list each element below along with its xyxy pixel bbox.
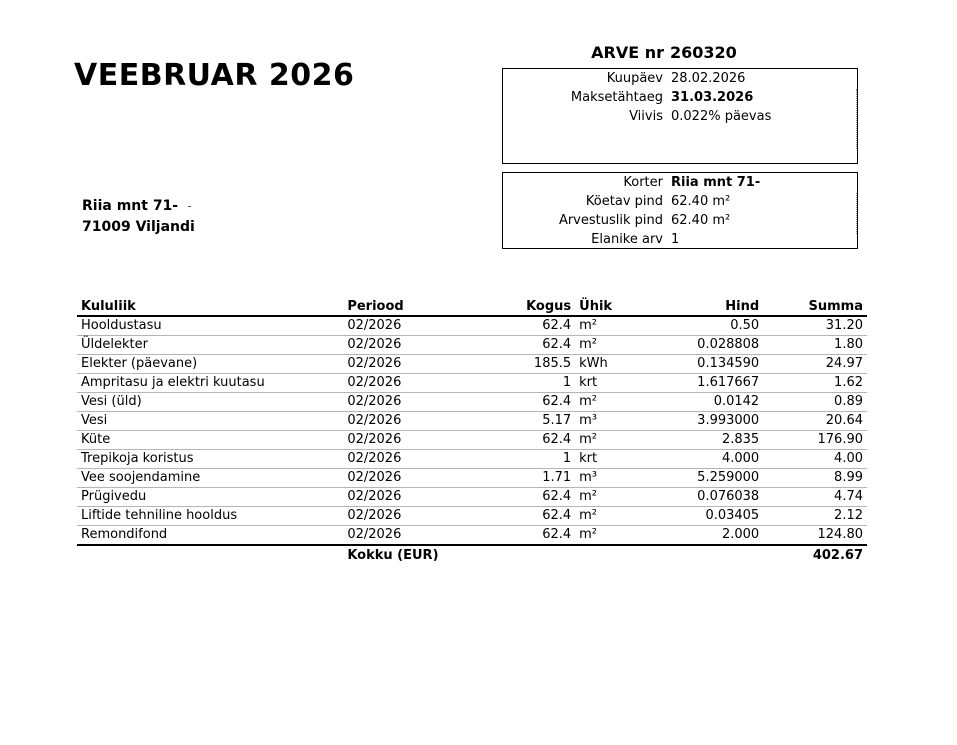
address-line-1 (82, 196, 195, 217)
residents-label: Elanike arv (591, 232, 663, 247)
due-date-row (503, 88, 857, 107)
table-row (77, 336, 867, 355)
residents-row (503, 230, 857, 249)
address-line-2: 71009 Viljandi (82, 219, 195, 235)
recipient-address (82, 196, 195, 238)
table-row (77, 507, 867, 526)
cell-sum: 4.00 (763, 450, 867, 469)
table-header-row (77, 298, 867, 316)
total-label: Kokku (EUR) (347, 548, 439, 563)
table-row (77, 412, 867, 431)
cell-unit: m² (575, 526, 635, 546)
cell-price: 0.076038 (635, 488, 763, 507)
cell-qty: 62.4 (496, 488, 575, 507)
cell-period: 02/2026 (343, 507, 496, 526)
cell-period: 02/2026 (343, 431, 496, 450)
cell-qty: 62.4 (496, 316, 575, 336)
heated-area-row (503, 192, 857, 211)
table-row (77, 316, 867, 336)
billing-area-value: 62.40 m² (671, 213, 731, 228)
cell-period: 02/2026 (343, 374, 496, 393)
header-unit: Ühik (575, 298, 635, 316)
cell-price: 0.028808 (635, 336, 763, 355)
charges-table (77, 298, 867, 566)
cell-unit: m³ (575, 469, 635, 488)
cell-name: Küte (77, 431, 343, 450)
due-date-label: Maksetähtaeg (570, 90, 663, 105)
cell-unit: m² (575, 488, 635, 507)
cell-price: 3.993000 (635, 412, 763, 431)
cell-name: Ampritasu ja elektri kuutasu (77, 374, 343, 393)
cell-qty: 62.4 (496, 393, 575, 412)
header-name: Kululiik (77, 298, 343, 316)
cell-sum: 1.62 (763, 374, 867, 393)
cell-qty: 62.4 (496, 526, 575, 546)
apartment-info-box (502, 172, 858, 249)
cell-sum: 31.20 (763, 316, 867, 336)
issue-date-row (503, 69, 857, 88)
heated-area-value: 62.40 m² (671, 194, 731, 209)
cell-qty: 62.4 (496, 336, 575, 355)
penalty-value: 0.022% päevas (671, 109, 772, 124)
cell-sum: 0.89 (763, 393, 867, 412)
due-date-value: 31.03.2026 (671, 90, 754, 105)
cell-price: 2.835 (635, 431, 763, 450)
cell-unit: m² (575, 336, 635, 355)
address-street: Riia mnt 71- (82, 198, 179, 214)
cell-sum: 24.97 (763, 355, 867, 374)
total-row (77, 545, 867, 566)
billing-area-row (503, 211, 857, 230)
invoice-number-label: ARVE nr (591, 43, 664, 62)
apartment-row (503, 173, 857, 192)
apartment-value: Riia mnt 71- (671, 175, 761, 190)
apartment-label: Korter (623, 175, 663, 190)
cell-sum: 20.64 (763, 412, 867, 431)
heated-area-label: Köetav pind (585, 194, 663, 209)
cell-unit: m² (575, 393, 635, 412)
invoice-title: VEEBRUAR 2026 (74, 58, 355, 93)
cell-unit: m² (575, 316, 635, 336)
cell-period: 02/2026 (343, 450, 496, 469)
cell-period: 02/2026 (343, 412, 496, 431)
cell-qty: 1 (496, 450, 575, 469)
cell-period: 02/2026 (343, 526, 496, 546)
cell-sum: 1.80 (763, 336, 867, 355)
cell-period: 02/2026 (343, 336, 496, 355)
cell-name: Üldelekter (77, 336, 343, 355)
cell-name: Trepikoja koristus (77, 450, 343, 469)
invoice-number-value: 260320 (670, 43, 737, 62)
cell-period: 02/2026 (343, 355, 496, 374)
table-row (77, 355, 867, 374)
cell-unit: kWh (575, 355, 635, 374)
penalty-row (503, 107, 857, 126)
cell-name: Vesi (üld) (77, 393, 343, 412)
table-row (77, 450, 867, 469)
cell-sum: 4.74 (763, 488, 867, 507)
residents-value: 1 (671, 232, 680, 247)
header-qty: Kogus (496, 298, 575, 316)
cell-unit: krt (575, 450, 635, 469)
cell-price: 5.259000 (635, 469, 763, 488)
invoice-number (560, 42, 760, 64)
cell-price: 0.0142 (635, 393, 763, 412)
penalty-label: Viivis (629, 109, 663, 124)
header-price: Hind (635, 298, 763, 316)
cell-qty: 1.71 (496, 469, 575, 488)
cell-price: 0.03405 (635, 507, 763, 526)
cell-name: Hooldustasu (77, 316, 343, 336)
cell-qty: 5.17 (496, 412, 575, 431)
cell-name: Prügivedu (77, 488, 343, 507)
table-row (77, 469, 867, 488)
header-period: Periood (343, 298, 496, 316)
cell-sum: 124.80 (763, 526, 867, 546)
cell-price: 2.000 (635, 526, 763, 546)
header-sum: Summa (763, 298, 867, 316)
cell-qty: 62.4 (496, 507, 575, 526)
cell-unit: m² (575, 507, 635, 526)
cell-sum: 176.90 (763, 431, 867, 450)
cell-price: 1.617667 (635, 374, 763, 393)
billing-area-label: Arvestuslik pind (558, 213, 663, 228)
table-row (77, 393, 867, 412)
table-row (77, 526, 867, 546)
table-row (77, 431, 867, 450)
cell-name: Remondifond (77, 526, 343, 546)
cell-unit: krt (575, 374, 635, 393)
cell-period: 02/2026 (343, 316, 496, 336)
cell-unit: m² (575, 431, 635, 450)
cell-name: Liftide tehniline hooldus (77, 507, 343, 526)
cell-qty: 185.5 (496, 355, 575, 374)
cell-price: 0.134590 (635, 355, 763, 374)
redaction-mark (188, 206, 191, 207)
cell-period: 02/2026 (343, 393, 496, 412)
issue-date-value: 28.02.2026 (671, 71, 746, 86)
cell-price: 0.50 (635, 316, 763, 336)
cell-sum: 8.99 (763, 469, 867, 488)
cell-name: Elekter (päevane) (77, 355, 343, 374)
cell-period: 02/2026 (343, 469, 496, 488)
table-row (77, 374, 867, 393)
cell-price: 4.000 (635, 450, 763, 469)
total-value: 402.67 (812, 548, 863, 563)
cell-unit: m³ (575, 412, 635, 431)
cell-qty: 62.4 (496, 431, 575, 450)
cell-sum: 2.12 (763, 507, 867, 526)
invoice-dates-box (502, 68, 858, 164)
cell-period: 02/2026 (343, 488, 496, 507)
table-row (77, 488, 867, 507)
cell-name: Vesi (77, 412, 343, 431)
cell-name: Vee soojendamine (77, 469, 343, 488)
cell-qty: 1 (496, 374, 575, 393)
issue-date-label: Kuupäev (606, 71, 663, 86)
